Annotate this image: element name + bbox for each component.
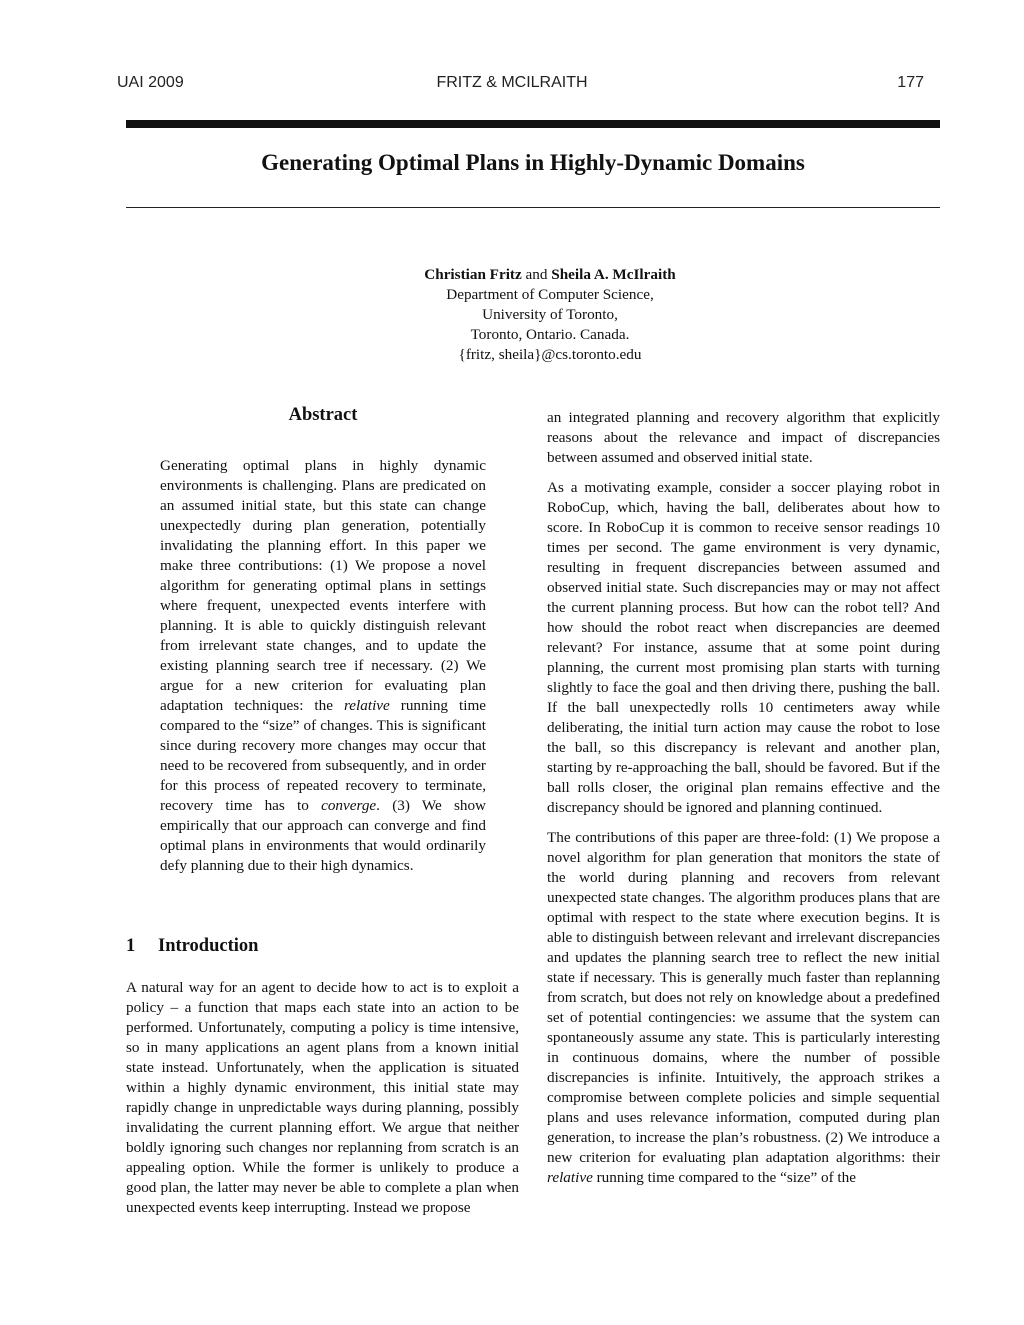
introduction-paragraph: A natural way for an agent to decide how to act is to exploit a policy – a function that maps each state into an action to be performed. Unfortunately, computing a policy is time intensive, so in many applications an agent plans from a known initial state instead. Unfortunately, when the application is situated within a highly dynamic environment, this initial state may rapidly change in unpredictable ways during planning, possibly invalidating the current planning effort. We argue that neither boldly ignoring such changes nor replanning from scratch is an appealing option. While the former is unlikely to produce a good plan, the latter may never be able to complete a plan when unexpected events keep interrupting. Instead we propose (126, 979, 519, 1216)
abstract-paragraph (160, 456, 486, 876)
author-email: {fritz, sheila}@cs.toronto.edu (458, 346, 642, 363)
right-paragraph-1: an integrated planning and recovery algorithm that explicitly reasons about the relevance and impact of discrepancies between assumed and observed initial state. (547, 409, 940, 466)
right-paragraph-3-text-1: The contributions of this paper are three-fold: (1) We propose a novel algorithm for plan generation that monitors the state of the world during planning and recovers from relevant unexpected state changes. The algorithm produces plans that are optimal with respect to the state where execution begins. It is able to distinguish between relevant and irrelevant discrepancies and updates the planning search tree to reflect the new initial state if necessary. This is generally much faster than replanning from scratch, but does not rely on knowledge about a predefined set of potential contingencies: we assume that the system can spontaneously assume any state. This is particularly interesting in continuous domains, where the number of possible discrepancies is infinite. Intuitively, the approach strikes a compromise between complete policies and simple sequential plans and uses relevance information, computed during plan generation, to increase the plan’s robustness. (2) We introduce a new criterion for evaluating plan adaptation algorithms: their (547, 829, 940, 1166)
right-paragraph-3-emphasis: relative (547, 1169, 593, 1186)
title-bottom-rule (126, 207, 940, 208)
author-department: Department of Computer Science, (446, 286, 654, 303)
author-2: Sheila A. McIlraith (551, 266, 676, 283)
running-header-authors: FRITZ & MCILRAITH (436, 74, 588, 91)
right-paragraph-3 (547, 828, 940, 1188)
abstract-text-3: . (3) We show empirically that our approach can converge and find optimal plans in environments that would ordinarily defy planning due to their high dynamics. (160, 797, 487, 874)
abstract-text-1: Generating optimal plans in highly dynamic environments is challenging. Plans are predicated on an assumed initial state, but this state can change unexpectedly during plan generation, potentially invalidating the planning effort. In this paper we make three contributions: (1) We propose a novel algorithm for generating optimal plans in settings where frequent, unexpected events interfere with planning. It is able to quickly distinguish relevant from irrelevant state changes, and to update the existing planning search tree if necessary. (2) We argue for a new criterion for evaluating plan adaptation techniques: the (160, 457, 486, 714)
author-conjunction: and (525, 266, 548, 283)
author-university: University of Toronto, (482, 306, 618, 323)
right-column (547, 408, 940, 1188)
section-number: 1 (126, 936, 136, 956)
abstract-emphasis-relative: relative (343, 697, 390, 714)
page-number: 177 (897, 74, 924, 91)
author-location: Toronto, Ontario. Canada. (470, 326, 630, 343)
abstract-heading: Abstract (288, 405, 358, 425)
section-title: Introduction (158, 936, 259, 956)
abstract-text-2: running time compared to the “size” of changes. This is significant since during recovery more changes may occur that need to be recovered from subsequently, and in order for this process of repeated recovery to terminate, recovery time has to (160, 697, 486, 814)
author-block (310, 265, 790, 365)
title-top-rule (126, 120, 940, 128)
abstract-body (160, 456, 486, 876)
running-header-venue: UAI 2009 (117, 74, 184, 91)
right-paragraph-3-text-2: running time compared to the “size” of the (592, 1169, 856, 1186)
author-names (310, 265, 790, 285)
paper-title: Generating Optimal Plans in Highly-Dynamic Domains (261, 150, 805, 175)
introduction-body (126, 978, 519, 1218)
author-1: Christian Fritz (424, 266, 522, 283)
introduction-heading (126, 936, 258, 957)
right-paragraph-2: As a motivating example, consider a soccer playing robot in RoboCup, which, having the ball, deliberates about how to score. In RoboCup it is common to receive sensor readings 10 times per second. The game environment is very dynamic, resulting in frequent discrepancies between assumed and observed initial state. Such discrepancies may or may not affect the current planning process. But how can the robot tell? And how should the robot react when discrepancies are deemed relevant? For instance, assume that at some point during planning, the current most promising plan starts with turning slightly to face the goal and then driving there, pushing the ball. If the ball unexpectedly rolls 10 centimeters away while deliberating, the initial turn action may cause the robot to lose the ball, so this discrepancy is relevant and another plan, starting by re-approaching the ball, should be favored. But if the ball rolls closer, the original plan remains effective and the discrepancy should be ignored and planning continued. (547, 479, 940, 816)
abstract-emphasis-converge: converge (321, 797, 377, 814)
